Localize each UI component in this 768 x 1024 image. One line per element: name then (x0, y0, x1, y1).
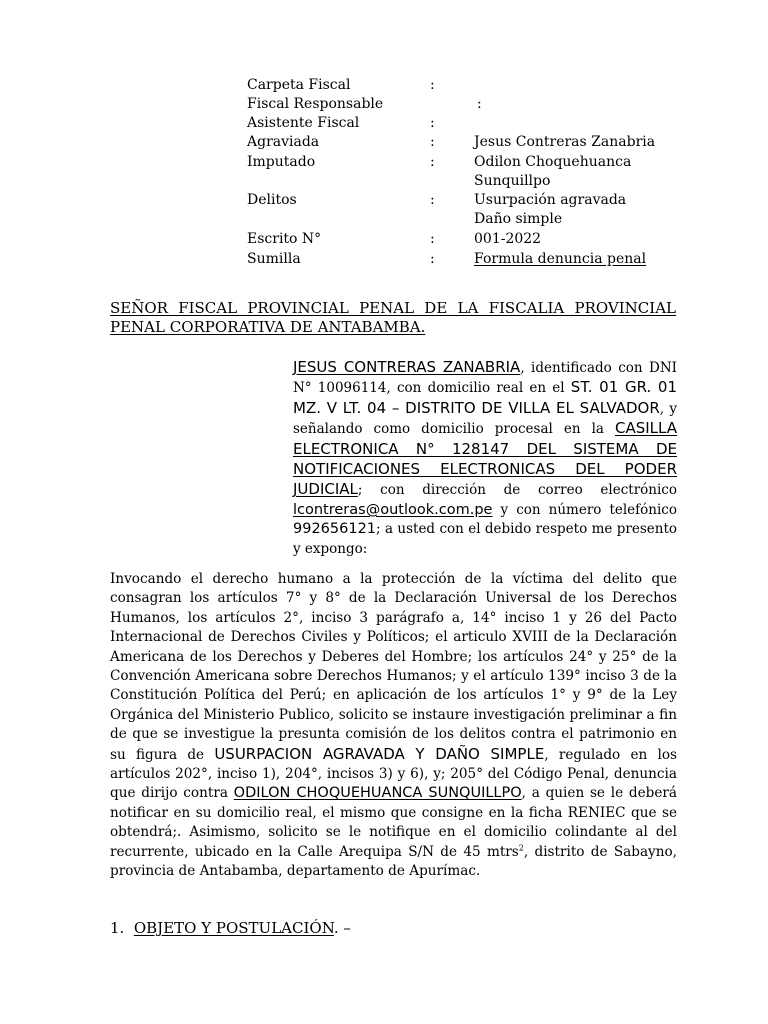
header-row-escrito (247, 230, 687, 249)
header-colon: : (477, 96, 482, 112)
body-paragraph (110, 570, 677, 882)
section-title: OBJETO Y POSTULACIÓN (133, 919, 334, 937)
header-label: Agraviada (247, 134, 320, 150)
header-label: Delitos (247, 192, 297, 208)
body-text: Invocando el derecho humano a la protección de la víctima del delito que consagran los artículos 7° y 8° de la Declaración Universal de los Derechos Humanos, los artículos 2°, inciso 3 parágrafo a, 14° inciso 1 y 26 del Pacto Internacional de Derechos Civiles y Políticos; el articulo XVIII de la Declaración Americana de los Derechos y Deberes del Hombre; los artículos 24° y 25° de la Convención Americana sobre Derechos Humanos; y el artículo 139° inciso 3 de la Constitución Política del Perú; en aplicación de los artículos 1° y 9° de la Ley Orgánica del Ministerio Publico, solicito se instaure investigación preliminar a fin de que se investigue la presunta comisión de los delitos contra el patrimonio en su figura de (110, 571, 677, 763)
header-value: Usurpación agravada (474, 192, 627, 208)
header-label: Asistente Fiscal (247, 115, 360, 131)
header-row-delitos-cont (247, 210, 687, 229)
header-value: Formula denuncia penal (474, 251, 647, 267)
electronic-box: CASILLA ELECTRONICA N° 128147 DEL SISTEMA DE NOTIFICACIONES ELECTRONICAS DEL PODER JUDICIAL (293, 419, 677, 499)
header-label: Escrito N° (247, 231, 322, 247)
header-colon: : (430, 77, 435, 93)
header-colon: : (430, 192, 435, 208)
crime-name: USURPACION AGRAVADA Y DAÑO SIMPLE (214, 744, 545, 763)
header-row-fiscal (247, 95, 687, 114)
header-label: Carpeta Fiscal (247, 77, 351, 93)
header-row-agraviada (247, 133, 687, 152)
header-value: Daño simple (474, 211, 563, 227)
header-row-delitos (247, 191, 687, 210)
header-label: Imputado (247, 154, 316, 170)
body-text: , distrito de Sabayno, provincia de Antabamba, departamento de Apurímac. (110, 843, 677, 880)
intro-text: ; a usted con el debido respeto me presento y expongo: (293, 521, 677, 557)
header-label: Sumilla (247, 251, 301, 267)
petitioner-name: JESUS CONTRERAS ZANABRIA (293, 358, 521, 376)
superscript: 2 (518, 843, 524, 853)
header-row-sumilla (247, 250, 687, 269)
section-heading (110, 918, 351, 938)
header-colon: : (430, 154, 435, 170)
header-value: Odilon Choquehuanca (474, 154, 632, 170)
intro-text: y con número telefónico (492, 501, 677, 518)
intro-paragraph (293, 358, 677, 559)
header-colon: : (430, 134, 435, 150)
header-colon: : (430, 251, 435, 267)
intro-text: ; con dirección de correo electrónico (357, 482, 677, 499)
section-suffix: . – (333, 919, 351, 937)
email-address: lcontreras@outlook.com.pe (293, 501, 493, 518)
intro-text: , y señalando como domicilio procesal en la (293, 400, 677, 438)
section-number: 1. (110, 919, 125, 937)
header-colon: : (430, 115, 435, 131)
body-text: , regulado en los artículos 202°, inciso 1), 204°, incisos 3) y 6), y; 205° del Código Penal, denuncia que dirijo contra (110, 746, 677, 802)
header-label: Fiscal Responsable (247, 96, 384, 112)
phone-number: 992656121 (293, 521, 377, 538)
real-address: ST. 01 GR. 01 MZ. V LT. 04 – DISTRITO DE VILLA EL SALVADOR (293, 378, 677, 417)
header-row-imputado (247, 153, 687, 172)
header-row-imputado-cont (247, 172, 687, 191)
header-value: 001-2022 (474, 231, 542, 247)
header-colon: : (430, 231, 435, 247)
header-row-asistente (247, 114, 687, 133)
accused-name: ODILON CHOQUEHUANCA SUNQUILLPO (233, 785, 522, 802)
header-row-carpeta (247, 76, 687, 95)
header-value: Sunquillpo (474, 173, 551, 189)
body-text: , a quien se le deberá notificar en su domicilio real, el mismo que consigne en la ficha RENIEC que se obtendrá;. Asimismo, solicito se le notifique en el domicilio colindante al del recurrente, ubicado en la Calle Arequipa S/N de 45 mtrs (110, 785, 677, 860)
addressee-title: SEÑOR FISCAL PROVINCIAL PENAL DE LA FISCALIA PROVINCIAL PENAL CORPORATIVA DE ANTABAMBA. (110, 299, 676, 336)
header-value: Jesus Contreras Zanabria (474, 134, 656, 150)
intro-text: , identificado con DNI N° 10096114, con domicilio real en el (293, 360, 677, 397)
